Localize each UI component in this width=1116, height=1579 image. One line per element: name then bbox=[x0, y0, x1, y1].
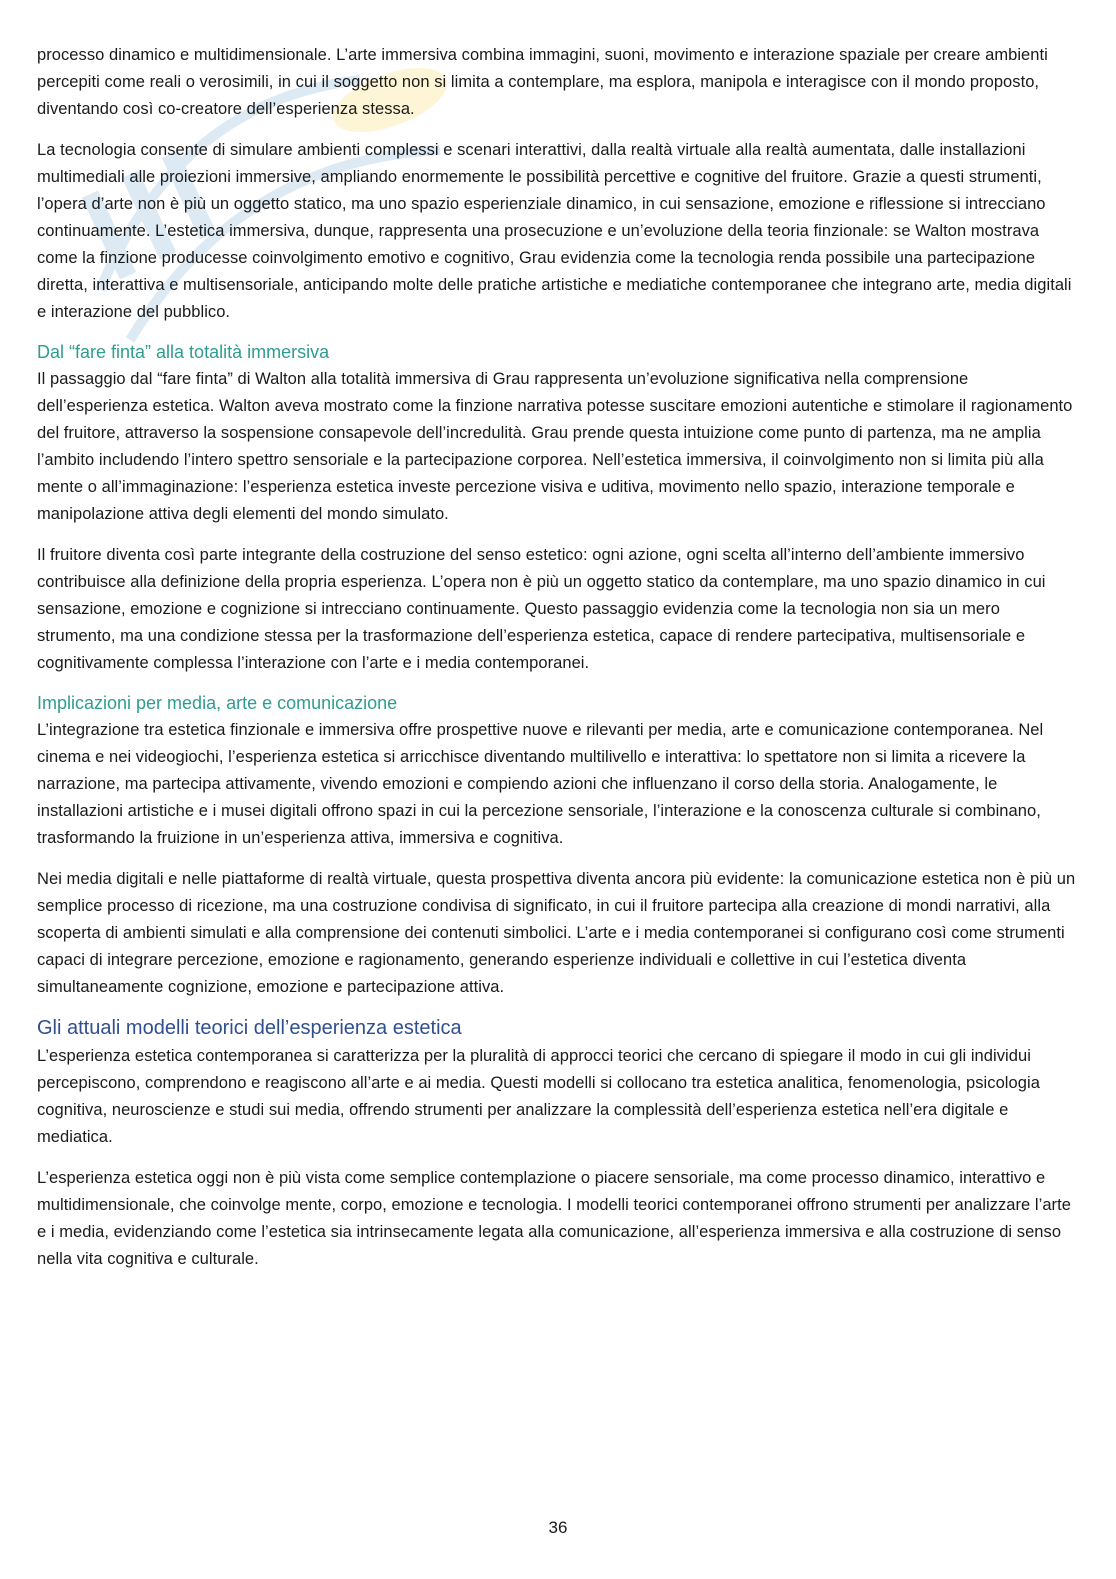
paragraph-pluralita: L’esperienza estetica contemporanea si caratterizza per la pluralità di approcci teorici che cercano di spiegare il modo in cui gli individui percepiscono, comprendono e reagiscono all’arte e ai media. Questi modelli si collocano tra estetica analitica, fenomenologia, psicologia cognitiva, neuroscienze e studi sui media, offrendo strumenti per analizzare la complessità dell’esperienza estetica nell’era digitale e mediatica. bbox=[37, 1047, 1040, 1146]
paragraph-oggi: L’esperienza estetica oggi non è più vista come semplice contemplazione o piacere sensoriale, ma come processo dinamico, interattivo e multidimensionale, che coinvolge mente, corpo, emozione e tecnologia. I modelli teorici contemporanei offrono strumenti per analizzare l’arte e i media, evidenziando come l’estetica sia intrinsecamente legata alla comunicazione, all’esperienza immersiva e alla costruzione di senso nella vita cognitiva e culturale. bbox=[37, 1169, 1071, 1268]
paragraph-media-digitali: Nei media digitali e nelle piattaforme di realtà virtuale, questa prospettiva diventa ancora più evidente: la comunicazione estetica non è più un semplice processo di ricezione, ma una costruzione condivisa di significato, in cui il fruitore partecipa alla creazione di mondi narrativi, alla scoperta di ambienti simulati e alla comprensione dei contenuti simbolici. L’arte e i media contemporanei si configurano così come strumenti capaci di integrare percezione, emozione e ragionamento, generando esperienze individuali e collettive in cui l’estetica diventa simultaneamente cognizione, emozione e partecipazione attiva. bbox=[37, 870, 1076, 996]
paragraph-integrazione: L’integrazione tra estetica finzionale e immersiva offre prospettive nuove e rilevanti per media, arte e comunicazione contemporanea. Nel cinema e nei videogiochi, l’esperienza estetica si arricchisce diventando multilivello e interattiva: lo spettatore non si limita a ricevere la narrazione, ma partecipa attivamente, vivendo emozioni e compiendo azioni che influenzano il corso della storia. Analogamente, le installazioni artistiche e i musei digitali offrono spazi in cui la percezione sensoriale, l’interazione e la conoscenza culturale si combinano, trasformando la fruizione in un’esperienza attiva, immersiva e cognitiva. bbox=[37, 721, 1044, 847]
page-number: 36 bbox=[548, 1518, 568, 1537]
document-page bbox=[37, 42, 1077, 1287]
paragraph-intro: processo dinamico e multidimensionale. L’arte immersiva combina immagini, suoni, movimento e interazione spaziale per creare ambienti percepiti come reali o verosimili, in cui il soggetto non si limita a contemplare, ma esplora, manipola e interagisce con il mondo proposto, diventando così co-creatore dell’esperienza stessa. bbox=[37, 46, 1048, 118]
heading-implicazioni: Implicazioni per media, arte e comunicazione bbox=[37, 693, 398, 713]
paragraph-fruitore: Il fruitore diventa così parte integrante della costruzione del senso estetico: ogni azione, ogni scelta all’interno dell’ambiente immersivo contribuisce alla definizione della propria esperienza. L’opera non è più un oggetto statico da contemplare, ma uno spazio dinamico in cui sensazione, emozione e cognizione si intrecciano continuamente. Questo passaggio evidenzia come la tecnologia non sia un mero strumento, ma una condizione stessa per la trasformazione dell’esperienza estetica, capace di rendere partecipativa, multisensoriale e cognitivamente complessa l’interazione con l’arte e i media contemporanei. bbox=[37, 546, 1046, 672]
paragraph-tecnologia: La tecnologia consente di simulare ambienti complessi e scenari interattivi, dalla realtà virtuale alla realtà aumentata, dalle installazioni multimediali alle proiezioni immersive, ampliando enormemente le possibilità percettive e cognitive del fruitore. Grazie a questi strumenti, l’opera d’arte non è più un oggetto statico, ma uno spazio esperienziale dinamico, in cui sensazione, emozione e riflessione si intrecciano continuamente. L’estetica immersiva, dunque, rappresenta una prosecuzione e un’evoluzione della teoria finzionale: se Walton mostrava come la finzione producesse coinvolgimento emotivo e cognitivo, Grau evidenzia come la tecnologia renda possibile una partecipazione diretta, interattiva e multisensoriale, anticipando molte delle pratiche artistiche e mediatiche contemporanee che integrano arte, media digitali e interazione del pubblico. bbox=[37, 141, 1072, 321]
heading-fare-finta: Dal “fare finta” alla totalità immersiva bbox=[37, 342, 330, 362]
paragraph-passaggio: Il passaggio dal “fare finta” di Walton alla totalità immersiva di Grau rappresenta un’evoluzione significativa nella comprensione dell’esperienza estetica. Walton aveva mostrato come la finzione narrativa potesse suscitare emozioni autentiche e stimolare il ragionamento del fruitore, attraverso la sospensione consapevole dell’incredulità. Grau prende questa intuizione come punto di partenza, ma ne amplia l’ambito includendo l’intero spettro sensoriale e la partecipazione corporea. Nell’estetica immersiva, il coinvolgimento non si limita più alla mente o all’immaginazione: l’esperienza estetica investe percezione visiva e uditiva, movimento nello spazio, interazione temporale e manipolazione attiva degli elementi del mondo simulato. bbox=[37, 370, 1073, 523]
heading-modelli-teorici: Gli attuali modelli teorici dell’esperienza estetica bbox=[37, 1017, 462, 1039]
